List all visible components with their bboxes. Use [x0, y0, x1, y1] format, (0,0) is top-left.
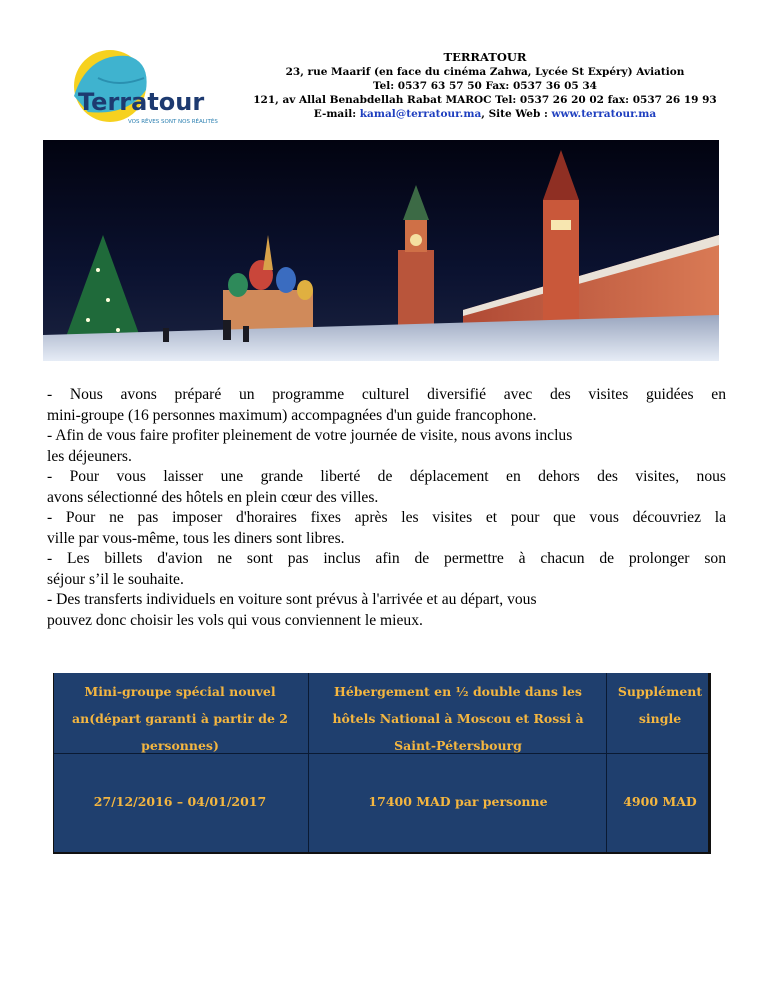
table-header-row	[54, 673, 708, 754]
address-line-2: 121, av Allal Benabdellah Rabat MAROC Tel: 0537 26 20 02 fax: 0537 26 19 93	[253, 94, 717, 106]
phone-line-1: Tel: 0537 63 57 50 Fax: 0537 36 05 34	[373, 80, 597, 92]
paragraph-line: - Des transferts individuels en voiture sont prévus à l'arrivée et au départ, vous	[47, 591, 537, 608]
paragraph-line: mini-groupe (16 personnes maximum) accompagnées d'un guide francophone.	[47, 406, 537, 424]
company-name: TERRATOUR	[443, 50, 527, 64]
contact-line	[250, 107, 720, 121]
paragraph-line: séjour s’il le souhaite.	[47, 570, 184, 588]
paragraph-line: - Pour vous laisser une grande liberté de déplacement en dehors des visites, nous	[47, 468, 726, 485]
paragraph-line: - Afin de vous faire profiter pleinement de votre journée de visite, nous avons inclus	[47, 427, 573, 444]
single-supplement: 4900 MAD	[623, 794, 697, 809]
site-label: , Site Web :	[481, 108, 552, 120]
header-line: an(départ garanti à partir de 2	[72, 711, 288, 726]
logo-tagline: VOS RÊVES SONT NOS RÉALITÉS	[128, 119, 218, 125]
program-description	[47, 385, 726, 631]
email-label: E-mail:	[313, 108, 360, 120]
paragraph-line: - Nous avons préparé un programme culturel diversifié avec des visites guidées en	[47, 386, 726, 403]
header-supplement	[610, 678, 710, 732]
terratour-logo	[58, 48, 233, 130]
paragraph-line: ville par vous-même, tous les diners sont libres.	[47, 529, 345, 547]
table-row	[54, 754, 708, 852]
header-line: Mini-groupe spécial nouvel	[84, 684, 276, 699]
paragraph-line: - Les billets d'avion ne sont pas inclus afin de permettre à chacun de prolonger son	[47, 550, 726, 567]
header-line: hôtels National à Moscou et Rossi à	[332, 711, 584, 726]
logo-brand: Terratour	[78, 88, 205, 116]
header-line: single	[638, 711, 682, 726]
header-line: Hébergement en ½ double dans les	[334, 684, 582, 699]
header-line: Saint-Pétersbourg	[394, 738, 522, 753]
header-line: Supplément	[617, 684, 703, 699]
header-accommodation	[313, 678, 603, 759]
paragraph-line: - Pour ne pas imposer d'horaires fixes après les visites et pour que vous découvriez la	[47, 509, 726, 526]
email-link[interactable]: kamal@terratour.ma	[359, 108, 482, 120]
price-per-person: 17400 MAD par personne	[368, 794, 548, 809]
header-package	[56, 678, 304, 759]
address-line-1: 23, rue Maarif (en face du cinéma Zahwa, Lycée St Expéry) Aviation	[285, 66, 685, 78]
travel-dates: 27/12/2016 – 04/01/2017	[93, 794, 267, 809]
header-line: personnes)	[141, 738, 219, 753]
paragraph-line: pouvez donc choisir les vols qui vous conviennent le mieux.	[47, 611, 423, 629]
company-header	[250, 50, 720, 121]
pricing-table	[53, 673, 711, 854]
paragraph-line: avons sélectionné des hôtels en plein cœur des villes.	[47, 488, 379, 506]
paragraph-line: les déjeuners.	[47, 447, 132, 465]
moscow-red-square-photo	[43, 140, 719, 361]
website-link[interactable]: www.terratour.ma	[551, 108, 657, 120]
